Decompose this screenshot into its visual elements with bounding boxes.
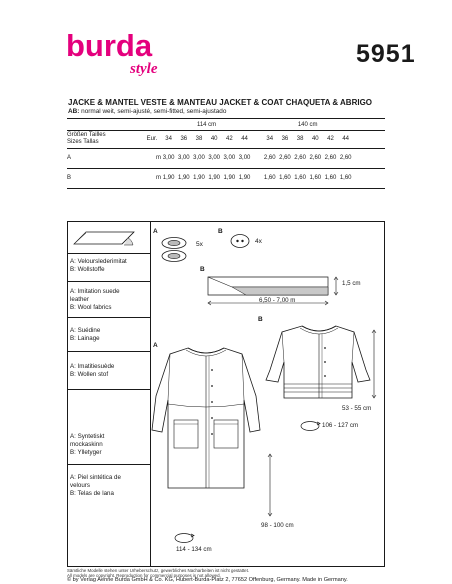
- size-cell: 36: [180, 136, 188, 142]
- garment-title: JACKE & MANTEL VESTE & MANTEAU JACKET & COAT CHAQUETA & ABRIGO: [68, 97, 373, 107]
- table-row-b: [67, 168, 353, 188]
- coat-illustration: [148, 344, 268, 499]
- size-cell: 44: [342, 136, 349, 142]
- value-cell: 1,60: [339, 175, 352, 181]
- value-cell: 1,90: [193, 175, 205, 181]
- coat-width: 114 - 134 cm: [176, 546, 212, 553]
- value-cell: 2,60: [263, 155, 276, 161]
- panel-divider: [67, 253, 151, 254]
- panel-divider: [67, 281, 151, 282]
- value-cell: 3,00: [208, 155, 220, 161]
- fabric-swatch-icon: [72, 226, 146, 253]
- size-cell: 34: [266, 136, 274, 142]
- logo-wordmark: burda: [66, 30, 153, 63]
- fabric-de: A: Velourslederimitat B: Wollstoffe: [70, 258, 127, 273]
- value-cell: 2,60: [324, 155, 337, 161]
- panel-divider: [67, 464, 151, 465]
- value-cell: 3,00: [162, 155, 175, 161]
- size-cell: 42: [327, 136, 334, 142]
- tape-label: B: [200, 266, 205, 273]
- table-rule: [67, 188, 385, 189]
- sizes-header: Größen Tailles Sizes Tallas: [67, 132, 106, 145]
- fabric-sv: A: Syntetiskt mockaskinn B: Ylletyger: [70, 433, 105, 456]
- tape-width: 1,5 cm: [342, 280, 361, 287]
- value-cell: 3,00: [193, 155, 205, 161]
- fabric-width-140: 140 cm: [297, 121, 318, 128]
- copyright-de: Sämtliche Modelle stehen unter Urheberschutz, gewerbliches Nacharbeiten ist nicht gestattet.: [67, 568, 250, 573]
- table-row-a: [67, 148, 353, 168]
- jacket-width-arrow: [300, 418, 324, 439]
- logo-sub: style: [130, 61, 158, 77]
- row-label: B: [67, 175, 72, 181]
- value-cell: 3,00: [177, 155, 190, 161]
- size-cell: 40: [210, 136, 218, 142]
- panel-divider: [67, 351, 151, 352]
- value-cell: 1,90: [177, 175, 190, 181]
- jacket-illustration: [262, 318, 382, 419]
- fit-prefix: AB:: [68, 108, 80, 115]
- jacket-length: 53 - 55 cm: [342, 405, 372, 412]
- unit: m: [156, 155, 161, 161]
- table-rule: [67, 130, 385, 131]
- eur-label: Eur.: [146, 136, 158, 142]
- button-icon: [230, 233, 250, 254]
- value-cell: 1,60: [324, 175, 337, 181]
- value-cell: 1,60: [263, 175, 276, 181]
- fabric-nl: A: Imatitiesuède B: Wollen stof: [70, 363, 115, 378]
- burda-style-logo: [66, 30, 196, 85]
- size-cell: 34: [165, 136, 172, 142]
- value-cell: 1,90: [162, 175, 175, 181]
- value-cell: 1,60: [309, 175, 322, 181]
- row-label: A: [67, 155, 72, 161]
- fabric-fr: A: Suédine B: Lainage: [70, 327, 101, 342]
- fit-description: [68, 108, 226, 115]
- panel-divider: [67, 389, 151, 390]
- button-count: 4x: [255, 238, 262, 245]
- value-cell: 3,00: [223, 155, 236, 161]
- table-rule: [67, 168, 385, 169]
- notion-label-b: B: [218, 228, 223, 235]
- fabric-es: A: Piel sintética de velours B: Telas de lana: [70, 474, 121, 497]
- value-cell: 2,60: [339, 155, 352, 161]
- unit: m: [156, 175, 161, 181]
- fabric-en: A: Imitation suede leather B: Wool fabrics: [70, 288, 120, 311]
- jacket-width: 106 - 127 cm: [322, 422, 359, 429]
- coat-length: 98 - 100 cm: [261, 522, 294, 529]
- size-cell: 40: [311, 136, 319, 142]
- coat-length-arrow: [266, 452, 274, 523]
- publisher-address: © by Verlag Aenne Burda GmbH & Co. KG, Hubert-Burda-Platz 2, 77652 Offenburg, Germany. Made in Germany.: [67, 577, 348, 583]
- tape-length: 6,50 - 7,00 m: [259, 297, 296, 304]
- copyright-en: All models are copyright. Reproduction for commercial purposes is not allowed.: [67, 573, 221, 578]
- value-cell: 3,00: [238, 155, 251, 161]
- value-cell: 1,90: [223, 175, 236, 181]
- jacket-label: B: [258, 316, 263, 323]
- size-cell: 38: [195, 136, 203, 142]
- value-cell: 2,60: [294, 155, 306, 161]
- snap-fasteners-icon: [160, 236, 192, 269]
- size-cell: 38: [296, 136, 304, 142]
- panel-divider: [67, 317, 151, 318]
- fit-text: normal weit, semi-ajusté, semi-fitted, semi-ajustado: [79, 108, 227, 115]
- size-cell: 36: [281, 136, 289, 142]
- pattern-number: 5951: [356, 40, 416, 68]
- snap-count: 5x: [196, 241, 203, 248]
- value-cell: 1,90: [238, 175, 251, 181]
- value-cell: 1,60: [279, 175, 291, 181]
- binding-tape-icon: [198, 271, 358, 316]
- fabric-width-114: 114 cm: [196, 121, 217, 128]
- coat-label: A: [153, 342, 158, 349]
- value-cell: 2,60: [279, 155, 291, 161]
- value-cell: 2,60: [309, 155, 322, 161]
- value-cell: 1,60: [294, 175, 306, 181]
- table-rule: [67, 148, 385, 149]
- size-cell: 44: [241, 136, 248, 142]
- value-cell: 1,90: [208, 175, 220, 181]
- size-cell: 42: [226, 136, 233, 142]
- notion-label-a: A: [153, 228, 158, 235]
